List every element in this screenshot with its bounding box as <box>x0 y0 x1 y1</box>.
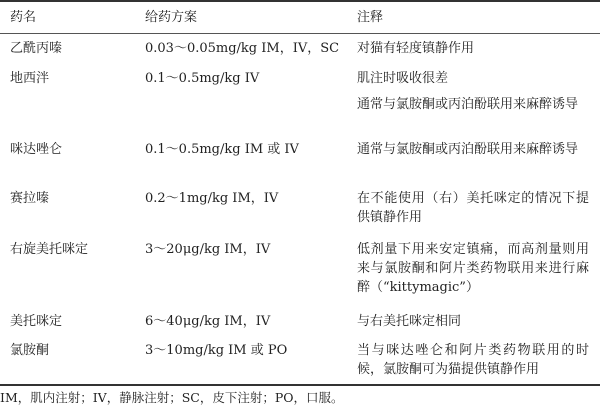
drug-note: 在不能使用（右）美托咪定的情况下提供镇静作用 <box>357 191 589 225</box>
drug-note: 肌注时吸收很差 <box>357 71 449 86</box>
header-drug: 药名 <box>10 10 37 25</box>
table-header-rule <box>0 33 600 34</box>
drug-note: 低剂量下用来安定镇痛，而高剂量则用来与氯胺酮和阿片类药物联用来进行麻醉（“kittymagic”） <box>357 242 589 295</box>
header-dose: 给药方案 <box>145 10 198 25</box>
dose-regimen: 3～10mg/kg IM 或 PO <box>145 343 288 358</box>
drug-note: 通常与氯胺酮或丙泊酚联用来麻醉诱导 <box>357 97 579 112</box>
drug-name: 美托咪定 <box>10 314 63 329</box>
dose-regimen: 0.2～1mg/kg IM，IV <box>145 191 279 206</box>
drug-note: 通常与氯胺酮或丙泊酚联用来麻醉诱导 <box>357 142 579 157</box>
drug-note: 当与咪达唑仑和阿片类药物联用的时候，氯胺酮可为猫提供镇静作用 <box>357 343 589 377</box>
drug-name: 咪达唑仑 <box>10 142 63 157</box>
drug-note: 对猫有轻度镇静作用 <box>357 41 475 56</box>
drug-name: 赛拉嗪 <box>10 191 50 206</box>
dose-regimen: 0.03～0.05mg/kg IM，IV，SC <box>145 41 340 56</box>
drug-name: 右旋美托咪定 <box>10 242 89 257</box>
drug-name: 地西泮 <box>10 71 50 86</box>
dose-regimen: 0.1～0.5mg/kg IM 或 IV <box>145 142 299 157</box>
drug-note: 与右美托咪定相同 <box>357 314 462 329</box>
drug-name: 氯胺酮 <box>10 343 50 358</box>
dose-regimen: 3～20μg/kg IM，IV <box>145 242 271 257</box>
abbreviation-footnote: IM，肌内注射；IV，静脉注射；SC，皮下注射；PO，口服。 <box>0 390 344 405</box>
table-top-rule <box>0 0 600 2</box>
dose-regimen: 6～40μg/kg IM，IV <box>145 314 271 329</box>
table-bottom-rule <box>0 384 600 386</box>
header-notes: 注释 <box>357 10 384 25</box>
drug-name: 乙酰丙嗪 <box>10 41 63 56</box>
dose-regimen: 0.1～0.5mg/kg IV <box>145 71 260 86</box>
